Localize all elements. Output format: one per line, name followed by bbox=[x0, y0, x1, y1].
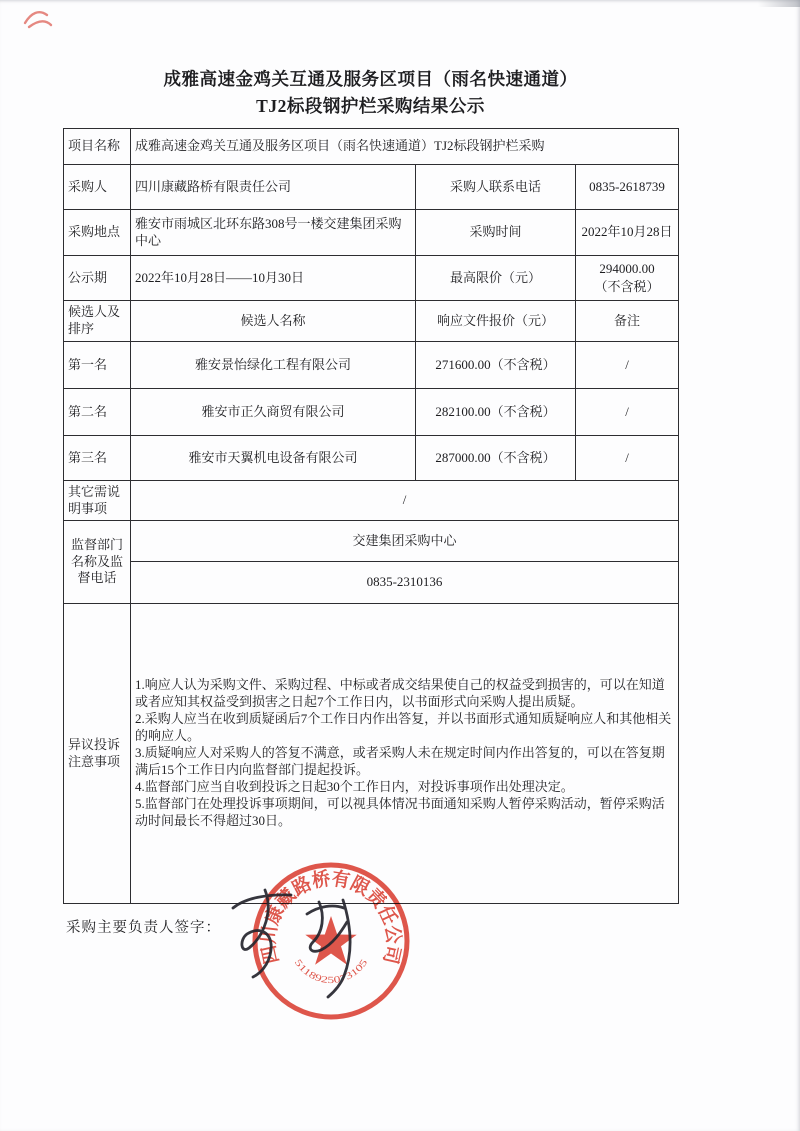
supervision-dept-value: 交建集团采购中心 bbox=[131, 521, 679, 562]
supervision-label: 监督部门名称及监督电话 bbox=[64, 521, 131, 604]
purchaser-phone-label: 采购人联系电话 bbox=[416, 165, 576, 210]
candidate-name: 雅安市正久商贸有限公司 bbox=[131, 389, 416, 436]
table-header-row bbox=[64, 301, 679, 342]
other-notes-label: 其它需说明事项 bbox=[64, 481, 131, 521]
candidate-remark: / bbox=[576, 342, 679, 389]
candidates-remark-header: 备注 bbox=[576, 301, 679, 342]
table-row bbox=[64, 165, 679, 210]
candidate-price: 282100.00（不含税） bbox=[416, 389, 576, 436]
other-notes-value: / bbox=[131, 481, 679, 521]
objection-item: 5.监督部门在处理投诉事项期间，可以视具体情况书面通知采购人暂停采购活动，暂停采购活动时间最长不得超过30日。 bbox=[135, 795, 665, 828]
handwritten-signature bbox=[215, 880, 400, 1005]
document-title bbox=[63, 66, 678, 120]
project-name-label: 项目名称 bbox=[64, 129, 131, 165]
purchaser-phone-value: 0835-2618739 bbox=[576, 165, 679, 210]
max-price-label: 最高限价（元） bbox=[416, 256, 576, 301]
table-row bbox=[64, 210, 679, 256]
candidate-remark: / bbox=[576, 436, 679, 481]
objection-item: 2.采购人应当在收到质疑函后7个工作日内作出答复，并以书面形式通知质疑响应人和其他相关的响应人。 bbox=[135, 711, 672, 744]
candidate-remark: / bbox=[576, 389, 679, 436]
seal-code: 5118925073105 bbox=[291, 957, 369, 987]
publicity-value: 2022年10月28日——10月30日 bbox=[131, 256, 416, 301]
candidate-price: 271600.00（不含税） bbox=[416, 342, 576, 389]
project-name-value: 成雅高速金鸡关互通及服务区项目（雨名快速通道）TJ2标段钢护栏采购 bbox=[131, 129, 679, 165]
table-row bbox=[64, 521, 679, 562]
objection-item: 1.响应人认为采购文件、采购过程、中标或者成交结果使自己的权益受到损害的，可以在知道或者应知其权益受到损害之日起7个工作日内，以书面形式向采购人提出质疑。 bbox=[135, 677, 665, 710]
table-row bbox=[64, 129, 679, 165]
objection-label: 异议投诉注意事项 bbox=[64, 604, 131, 904]
table-row bbox=[64, 562, 679, 604]
scan-corner-shade bbox=[758, 0, 800, 7]
candidates-name-header: 候选人名称 bbox=[131, 301, 416, 342]
publicity-label: 公示期 bbox=[64, 256, 131, 301]
candidate-row bbox=[64, 342, 679, 389]
seal-company-name: 四川康藏路桥有限责任公司 bbox=[258, 868, 404, 967]
candidates-price-header: 响应文件报价（元） bbox=[416, 301, 576, 342]
candidate-rank: 第一名 bbox=[64, 342, 131, 389]
candidate-rank: 第三名 bbox=[64, 436, 131, 481]
supervision-phone-value: 0835-2310136 bbox=[131, 562, 679, 604]
candidate-rank: 第二名 bbox=[64, 389, 131, 436]
candidate-name: 雅安景怡绿化工程有限公司 bbox=[131, 342, 416, 389]
max-price-tax-note: （不含税） bbox=[594, 279, 660, 294]
procurement-result-table bbox=[63, 128, 679, 904]
time-label: 采购时间 bbox=[416, 210, 576, 256]
table-row bbox=[64, 481, 679, 521]
candidate-row bbox=[64, 436, 679, 481]
max-price-value bbox=[576, 256, 679, 301]
candidate-name: 雅安市天翼机电设备有限公司 bbox=[131, 436, 416, 481]
location-value: 雅安市雨城区北环东路308号一楼交建集团采购中心 bbox=[131, 210, 416, 256]
red-scribble-mark bbox=[20, 3, 58, 33]
purchaser-label: 采购人 bbox=[64, 165, 131, 210]
table-row bbox=[64, 256, 679, 301]
time-value: 2022年10月28日 bbox=[576, 210, 679, 256]
max-price-amount: 294000.00 bbox=[599, 261, 655, 277]
title-line-2: TJ2标段钢护栏采购结果公示 bbox=[256, 96, 485, 116]
objection-item: 4.监督部门应当自收到投诉之日起30个工作日内，对投诉事项作出处理决定。 bbox=[135, 778, 574, 794]
candidates-rank-header: 候选人及排序 bbox=[64, 301, 131, 342]
purchaser-value: 四川康藏路桥有限责任公司 bbox=[131, 165, 416, 210]
candidate-price: 287000.00（不含税） bbox=[416, 436, 576, 481]
objection-item: 3.质疑响应人对采购人的答复不满意，或者采购人未在规定时间内作出答复的，可以在答复期满后15个工作日内向监督部门提起投诉。 bbox=[135, 745, 665, 777]
candidate-row bbox=[64, 389, 679, 436]
location-label: 采购地点 bbox=[64, 210, 131, 256]
title-line-1: 成雅高速金鸡关互通及服务区项目（雨名快速通道） bbox=[163, 69, 578, 89]
signature-caption: 采购主要负责人签字： bbox=[66, 920, 221, 936]
